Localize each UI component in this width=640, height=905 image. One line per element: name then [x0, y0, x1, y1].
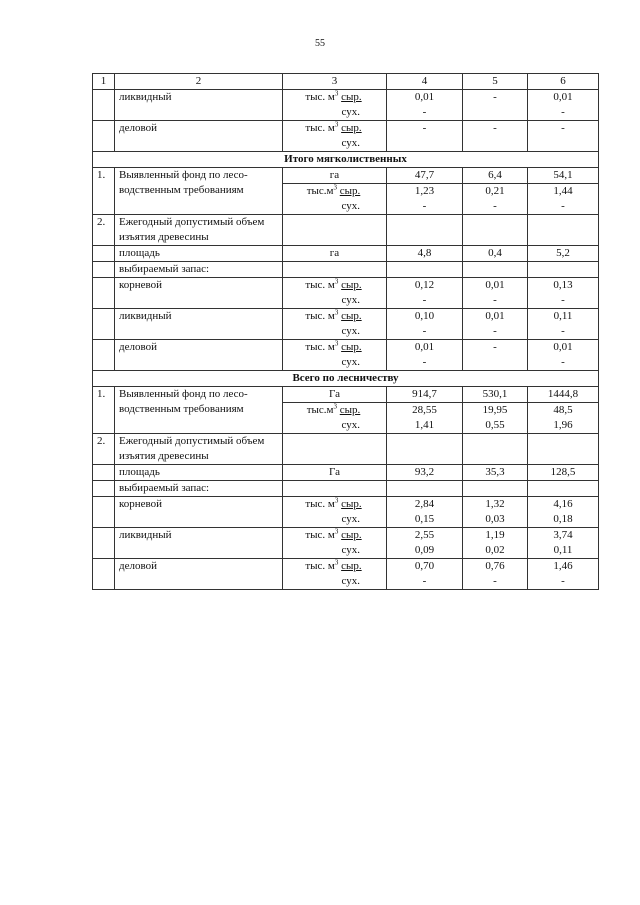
value-cell [387, 121, 463, 152]
name-cell: деловой [115, 121, 283, 152]
allowable-row [93, 215, 599, 246]
value-line: - [561, 200, 565, 212]
unit-underlined: сыр. [341, 341, 362, 353]
value-line: 0,01 [485, 310, 505, 322]
unit-dry: сух. [341, 325, 360, 337]
unit-superscript: 3 [334, 558, 339, 567]
value-cell [463, 340, 528, 371]
value-cell: 0,4 [463, 246, 528, 262]
value-cell [528, 184, 599, 215]
empty-cell [528, 215, 599, 246]
unit-dry: сух. [341, 419, 360, 431]
forest-fund-table [92, 73, 599, 590]
unit-text: тыс. м [305, 310, 335, 322]
unit-text: тыс. м [305, 91, 335, 103]
value-line: - [561, 106, 565, 118]
value-line: 3,74 [553, 529, 573, 541]
num-cell [93, 90, 115, 121]
value-cell [387, 184, 463, 215]
unit-cell [283, 278, 387, 309]
unit-cell: га [283, 168, 387, 184]
unit-cell [283, 559, 387, 590]
unit-underlined: сыр. [341, 122, 362, 134]
unit-underlined: сыр. [341, 91, 362, 103]
value-cell [528, 559, 599, 590]
num-cell [93, 121, 115, 152]
unit-superscript: 3 [334, 120, 339, 129]
value-line: 0,76 [485, 560, 505, 572]
value-line: 0,01 [485, 279, 505, 291]
name-cell: площадь [115, 246, 283, 262]
header-cell: 3 [283, 74, 387, 90]
value-cell [463, 90, 528, 121]
value-cell: 5,2 [528, 246, 599, 262]
unit-text: тыс.м [306, 185, 334, 197]
section-title-row [93, 371, 599, 387]
empty-cell [283, 434, 387, 465]
empty-cell [387, 262, 463, 278]
name-cell: ликвидный [115, 528, 283, 559]
section-title: Всего по лесничеству [93, 371, 599, 387]
name-cell: Выявленный фонд по лесо-водственным требованиям [115, 168, 283, 215]
value-cell [463, 403, 528, 434]
name-cell: деловой [115, 559, 283, 590]
value-cell [528, 278, 599, 309]
stock-row [93, 278, 599, 309]
header-cell: 5 [463, 74, 528, 90]
section-title-row [93, 152, 599, 168]
empty-cell [463, 262, 528, 278]
unit-superscript: 3 [334, 339, 339, 348]
unit-superscript: 3 [333, 183, 337, 192]
stock-row [93, 559, 599, 590]
value-cell: 914,7 [387, 387, 463, 403]
num-cell [93, 497, 115, 528]
value-line: 0,18 [553, 513, 573, 525]
value-cell [463, 278, 528, 309]
value-line: 0,01 [553, 91, 573, 103]
unit-line [287, 497, 380, 512]
value-line: - [422, 122, 427, 134]
unit-dry: сух. [341, 200, 360, 212]
num-cell [93, 278, 115, 309]
table-body [93, 74, 599, 590]
value-line: 2,55 [414, 529, 435, 541]
unit-underlined: сыр. [341, 498, 362, 510]
value-line: - [493, 294, 497, 306]
value-line: - [561, 575, 565, 587]
stock-row [93, 497, 599, 528]
fund-row [93, 387, 599, 403]
num-cell: 2. [93, 215, 115, 246]
unit-cell: Га [283, 387, 387, 403]
unit-superscript: 3 [334, 527, 339, 536]
unit-text: тыс. м [305, 498, 335, 510]
value-cell [528, 497, 599, 528]
header-cell: 4 [387, 74, 463, 90]
value-line: - [561, 325, 565, 337]
value-line: 0,01 [414, 91, 435, 103]
value-line [391, 136, 458, 151]
unit-cell [283, 528, 387, 559]
num-cell [93, 465, 115, 481]
value-line: - [493, 575, 497, 587]
empty-cell [463, 215, 528, 246]
unit-superscript: 3 [333, 402, 337, 411]
value-cell [463, 309, 528, 340]
value-line: - [422, 294, 427, 306]
name-cell: деловой [115, 340, 283, 371]
name-cell: корневой [115, 278, 283, 309]
unit-underlined: сыр. [339, 185, 361, 197]
unit-underlined: сыр. [341, 560, 362, 572]
unit-cell [283, 340, 387, 371]
value-cell [387, 278, 463, 309]
unit-cell: Га [283, 465, 387, 481]
stock-label-row [93, 262, 599, 278]
unit-underlined: сыр. [341, 279, 362, 291]
value-line: - [493, 325, 497, 337]
unit-dry: сух. [341, 106, 360, 118]
value-cell: 1444,8 [528, 387, 599, 403]
stock-label-row [93, 481, 599, 497]
unit-cell [283, 184, 387, 215]
unit-cell: га [283, 246, 387, 262]
name-cell: Выявленный фонд по лесо-водственным требованиям [115, 387, 283, 434]
num-cell [93, 340, 115, 371]
value-line [467, 105, 523, 120]
value-line: 1,46 [553, 560, 573, 572]
value-line: 0,09 [414, 544, 435, 556]
name-cell: площадь [115, 465, 283, 481]
stock-row [93, 309, 599, 340]
value-line [467, 136, 523, 151]
name-cell: Ежегодный допустимый объем изъятия древесины [115, 215, 283, 246]
unit-text: тыс. м [305, 279, 335, 291]
value-line: 0,03 [485, 513, 505, 525]
num-cell [93, 309, 115, 340]
value-line: 0,15 [414, 513, 435, 525]
area-row [93, 465, 599, 481]
value-line: 0,10 [414, 310, 435, 322]
unit-underlined: сыр. [341, 310, 362, 322]
value-line: 19,95 [482, 404, 508, 416]
unit-text: тыс. м [305, 341, 335, 353]
value-cell [463, 121, 528, 152]
value-cell [528, 528, 599, 559]
value-cell [463, 497, 528, 528]
value-cell [387, 340, 463, 371]
header-cell: 1 [93, 74, 115, 90]
num-cell [93, 481, 115, 497]
value-cell [387, 497, 463, 528]
value-line: 1,41 [414, 419, 435, 431]
empty-cell [283, 262, 387, 278]
value-line: 1,23 [414, 185, 435, 197]
table-row [93, 90, 599, 121]
unit-line [287, 278, 380, 293]
unit-cell [283, 403, 387, 434]
unit-dry: сух. [341, 356, 360, 368]
unit-superscript: 3 [334, 308, 339, 317]
unit-text: тыс. м [305, 560, 335, 572]
empty-cell [528, 262, 599, 278]
stock-row [93, 528, 599, 559]
value-cell [387, 309, 463, 340]
num-cell [93, 528, 115, 559]
value-line: 0,01 [414, 341, 435, 353]
value-line: - [422, 325, 427, 337]
unit-dry: сух. [341, 513, 360, 525]
unit-line [287, 184, 380, 199]
empty-cell [528, 434, 599, 465]
unit-superscript: 3 [334, 89, 339, 98]
value-cell [528, 309, 599, 340]
empty-cell [283, 481, 387, 497]
value-cell [463, 184, 528, 215]
value-cell [387, 90, 463, 121]
unit-dry: сух. [341, 575, 360, 587]
value-cell: 6,4 [463, 168, 528, 184]
value-cell: 530,1 [463, 387, 528, 403]
empty-cell [283, 215, 387, 246]
unit-cell [283, 121, 387, 152]
num-cell [93, 262, 115, 278]
unit-line [287, 559, 380, 574]
empty-cell [387, 481, 463, 497]
name-cell: Ежегодный допустимый объем изъятия древесины [115, 434, 283, 465]
value-line: - [493, 341, 497, 353]
page-number: 55 [315, 38, 325, 49]
name-cell: ликвидный [115, 90, 283, 121]
value-line: 0,11 [553, 310, 573, 322]
unit-line [287, 90, 380, 105]
value-line: 0,55 [485, 419, 505, 431]
value-line: 1,44 [553, 185, 573, 197]
unit-superscript: 3 [334, 277, 339, 286]
num-cell: 1. [93, 387, 115, 434]
name-cell: выбираемый запас: [115, 262, 283, 278]
empty-cell [528, 481, 599, 497]
value-cell: 93,2 [387, 465, 463, 481]
unit-superscript: 3 [334, 496, 339, 505]
fund-row [93, 168, 599, 184]
value-line: - [422, 200, 427, 212]
unit-line [287, 309, 380, 324]
value-cell: 54,1 [528, 168, 599, 184]
table-row [93, 121, 599, 152]
value-line: - [493, 122, 497, 134]
value-line: - [493, 200, 497, 212]
unit-cell [283, 309, 387, 340]
name-cell: выбираемый запас: [115, 481, 283, 497]
value-line: 48,5 [553, 404, 573, 416]
unit-dry: сух. [341, 137, 360, 149]
area-row [93, 246, 599, 262]
value-cell [387, 559, 463, 590]
name-cell: ликвидный [115, 309, 283, 340]
num-cell: 1. [93, 168, 115, 215]
value-cell: 47,7 [387, 168, 463, 184]
value-line: - [493, 91, 497, 103]
unit-cell [283, 497, 387, 528]
value-line: 0,12 [414, 279, 435, 291]
allowable-row [93, 434, 599, 465]
value-cell [528, 403, 599, 434]
value-line: - [561, 294, 565, 306]
unit-line [287, 121, 380, 136]
unit-underlined: сыр. [341, 529, 362, 541]
num-cell [93, 246, 115, 262]
value-cell [528, 340, 599, 371]
name-cell: корневой [115, 497, 283, 528]
value-line: - [422, 356, 427, 368]
header-cell: 2 [115, 74, 283, 90]
value-line: - [422, 106, 427, 118]
unit-text: тыс. м [305, 122, 335, 134]
unit-text: тыс.м [306, 404, 334, 416]
header-cell: 6 [528, 74, 599, 90]
unit-line [287, 340, 380, 355]
value-cell: 35,3 [463, 465, 528, 481]
value-line: 1,96 [553, 419, 573, 431]
value-line: - [561, 122, 565, 134]
value-cell [387, 528, 463, 559]
num-cell: 2. [93, 434, 115, 465]
unit-underlined: сыр. [339, 404, 361, 416]
value-line: 0,02 [485, 544, 505, 556]
value-line: 1,32 [485, 498, 505, 510]
header-row [93, 74, 599, 90]
value-line: 0,13 [553, 279, 573, 291]
value-line: 28,55 [412, 404, 437, 416]
value-line [532, 136, 594, 151]
value-cell: 4,8 [387, 246, 463, 262]
value-cell [528, 121, 599, 152]
unit-text: тыс. м [305, 529, 335, 541]
stock-row [93, 340, 599, 371]
empty-cell [463, 434, 528, 465]
value-cell [387, 403, 463, 434]
value-line [467, 355, 523, 370]
value-line: 1,19 [485, 529, 505, 541]
empty-cell [387, 434, 463, 465]
value-line: 2,84 [414, 498, 435, 510]
value-cell [528, 90, 599, 121]
value-cell [463, 528, 528, 559]
value-cell: 128,5 [528, 465, 599, 481]
value-line: 0,21 [485, 185, 505, 197]
unit-cell [283, 90, 387, 121]
unit-dry: сух. [341, 544, 360, 556]
value-cell [463, 559, 528, 590]
empty-cell [387, 215, 463, 246]
unit-line [287, 403, 380, 418]
unit-line [287, 528, 380, 543]
empty-cell [463, 481, 528, 497]
num-cell [93, 559, 115, 590]
unit-dry: сух. [341, 294, 360, 306]
section-title: Итого мягколиственных [93, 152, 599, 168]
value-line: 4,16 [553, 498, 573, 510]
value-line: - [561, 356, 565, 368]
value-line: 0,11 [553, 544, 573, 556]
value-line: 0,70 [414, 560, 435, 572]
value-line: - [422, 575, 427, 587]
value-line: 0,01 [553, 341, 573, 353]
